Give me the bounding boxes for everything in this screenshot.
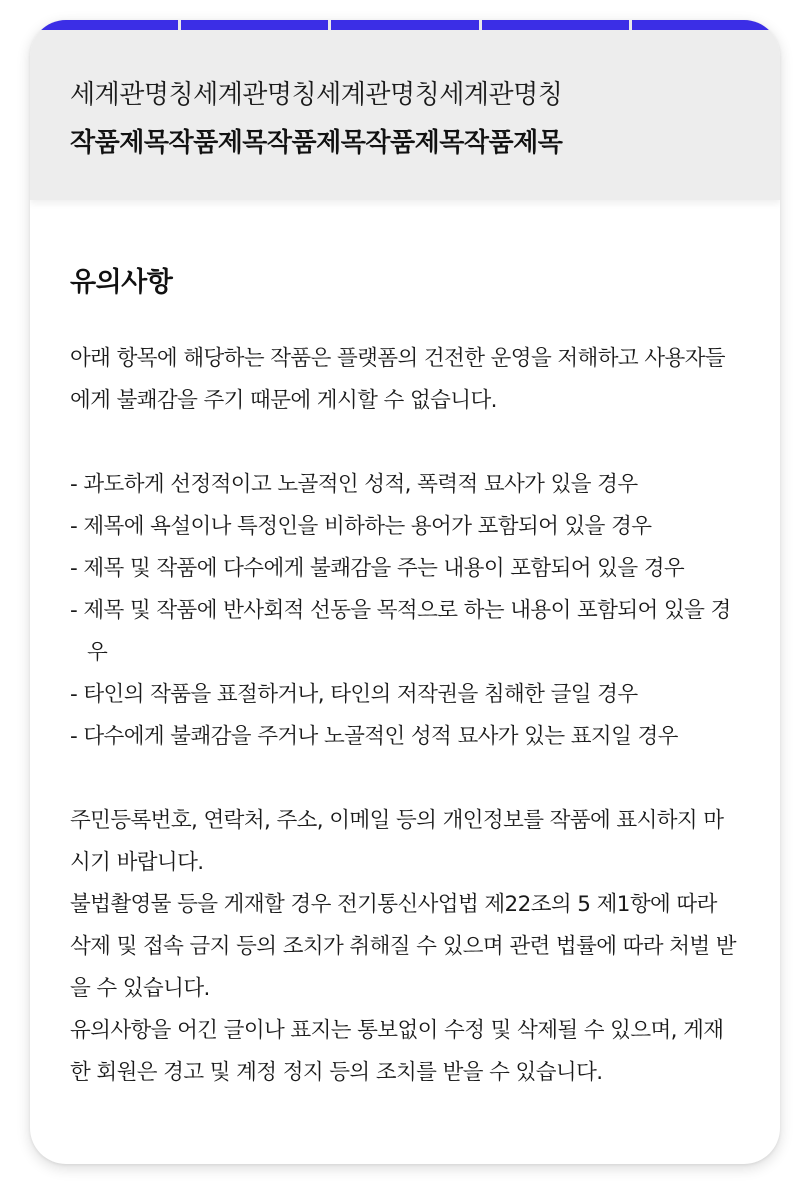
- notice-privacy: 주민등록번호, 연락처, 주소, 이메일 등의 개인정보를 작품에 표시하지 마시기 바랍니다.: [70, 808, 724, 875]
- progress-segment: [30, 20, 178, 30]
- progress-segment: [331, 20, 479, 30]
- work-title: 작품제목작품제목작품제목작품제목작품제목: [70, 128, 563, 158]
- notice-list-item: - 과도하게 선정적이고 노골적인 성적, 폭력적 묘사가 있을 경우: [70, 472, 638, 497]
- notice-list-item: - 제목에 욕설이나 특정인을 비하하는 용어가 포함되어 있을 경우: [70, 514, 652, 539]
- notice-card: [30, 20, 780, 1164]
- notice-heading: 유의사항: [70, 267, 173, 298]
- notice-intro: 아래 항목에 해당하는 작품은 플랫폼의 건전한 운영을 저해하고 사용자들에게 불쾌감을 주기 때문에 게시할 수 없습니다.: [70, 346, 725, 413]
- notice-list-item: - 타인의 작품을 표절하거나, 타인의 저작권을 침해한 글일 경우: [70, 682, 638, 707]
- notice-body: [70, 338, 740, 1094]
- notice-warning: 유의사항을 어긴 글이나 표지는 통보없이 수정 및 삭제될 수 있으며, 게재한 회원은 경고 및 계정 정지 등의 조치를 받을 수 있습니다.: [70, 1018, 724, 1085]
- progress-segment: [181, 20, 329, 30]
- work-header: [30, 20, 780, 200]
- progress-segment: [632, 20, 780, 30]
- notice-list-item: - 제목 및 작품에 반사회적 선동을 목적으로 하는 내용이 포함되어 있을 경우: [70, 598, 731, 665]
- notice-list-item: - 다수에게 불쾌감을 주거나 노골적인 성적 묘사가 있는 표지일 경우: [70, 724, 678, 749]
- notice-illegal: 불법촬영물 등을 게재할 경우 전기통신사업법 제22조의 5 제1항에 따라 삭제 및 접속 금지 등의 조치가 취해질 수 있으며 관련 법률에 따라 처벌 받을 수 있습니다.: [70, 892, 736, 1001]
- progress-segment: [482, 20, 630, 30]
- world-name: 세계관명칭세계관명칭세계관명칭세계관명칭: [70, 80, 563, 110]
- step-progress-bar: [30, 20, 780, 30]
- notice-list-item: - 제목 및 작품에 다수에게 불쾌감을 주는 내용이 포함되어 있을 경우: [70, 556, 685, 581]
